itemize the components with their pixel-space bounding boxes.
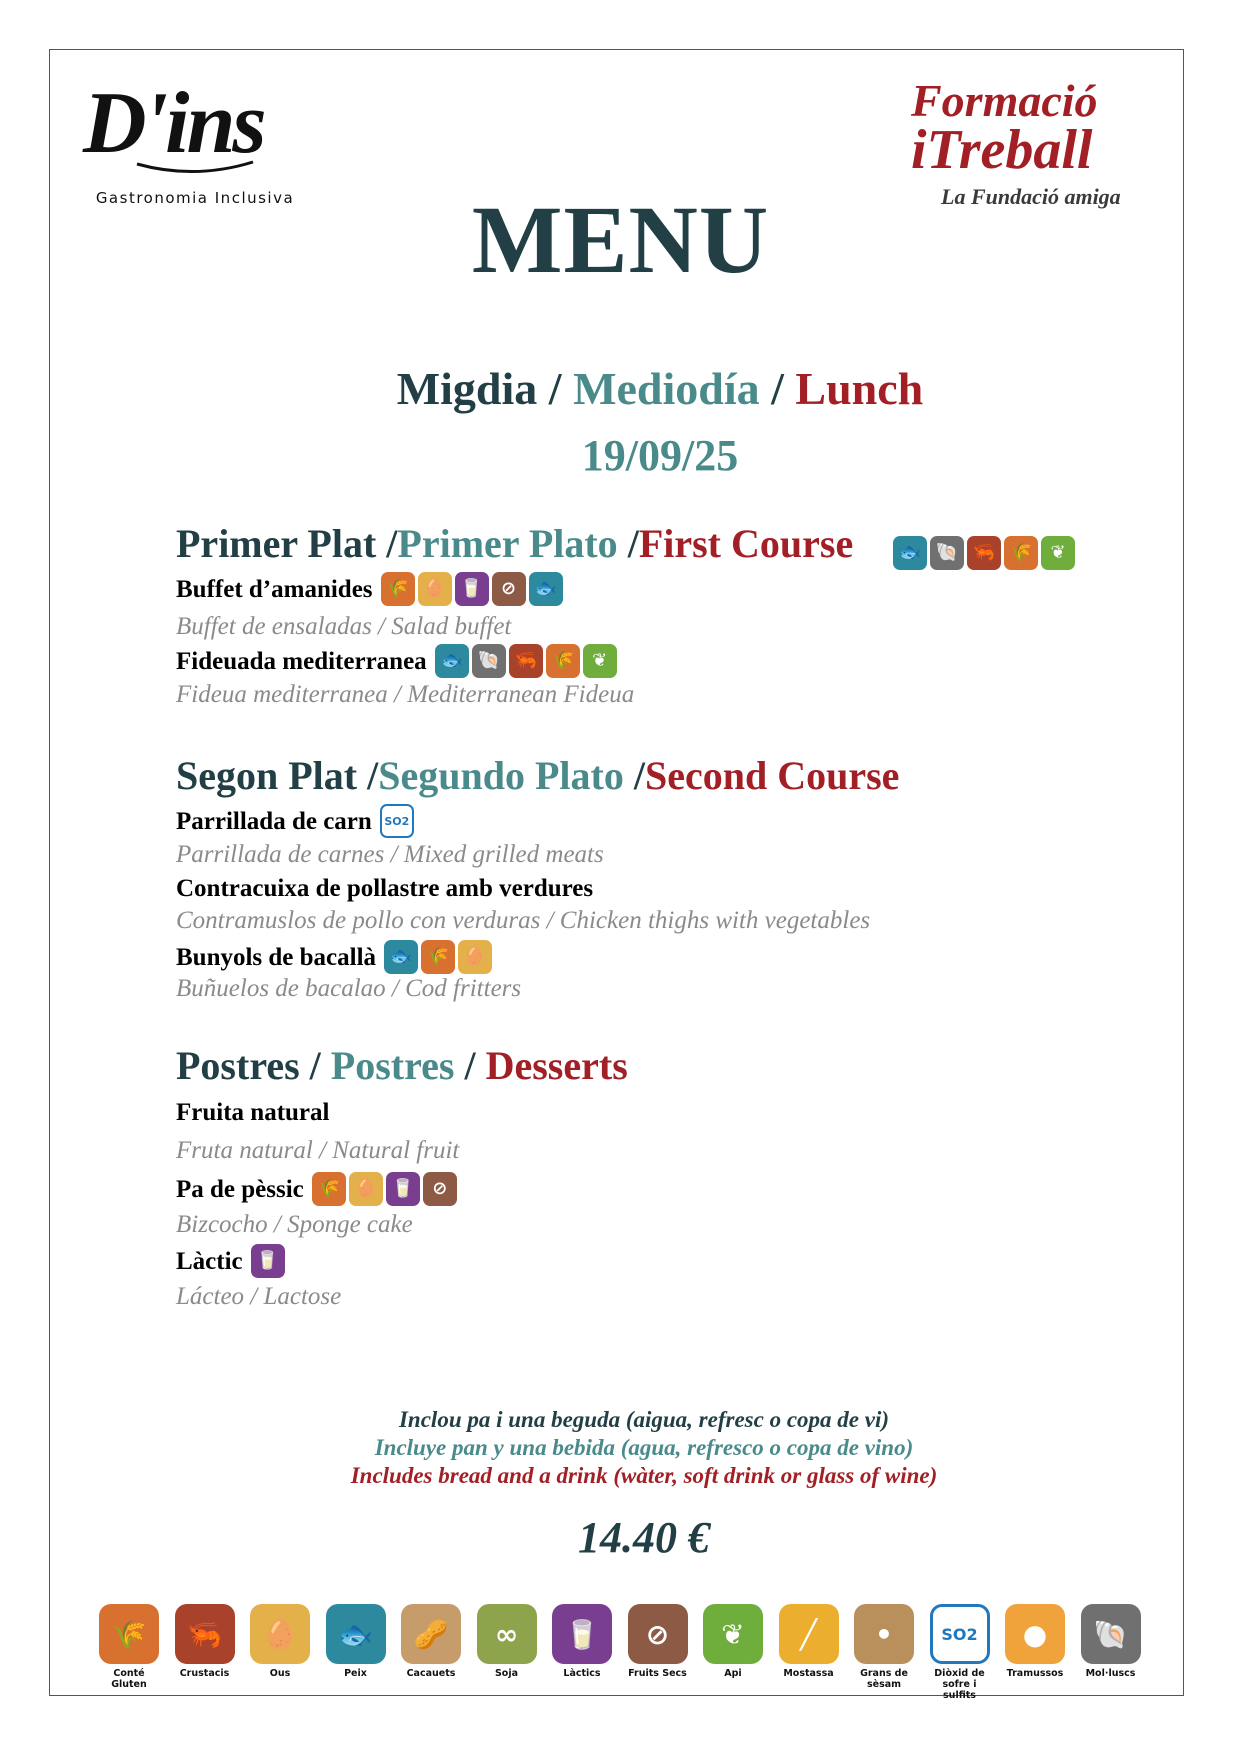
legend-item-fruits [628,1604,688,1701]
heading-ca: Postres [176,1043,300,1088]
dish-row [176,1100,337,1125]
legend-label: Làctics [563,1668,601,1679]
so2-icon: SO2 [380,804,414,838]
legend-item-tramussos [1005,1604,1065,1701]
legend-item-cacauets [401,1604,461,1701]
fruits-icon: ⊘ [628,1604,688,1664]
section-heading-second-course [176,753,900,798]
ous-icon: 🥚 [349,1172,383,1206]
dish-row [176,804,414,838]
api-icon: ❦ [703,1604,763,1664]
peix-icon: 🐟 [384,940,418,974]
heading-ca: Primer Plat [176,521,377,566]
legend-label: Crustacis [179,1668,230,1679]
fit-logo-line2: iTreball [911,119,1093,181]
molluscs-icon: 🐚 [1081,1604,1141,1664]
dins-logo-subtitle: Gastronomia Inclusiva [95,189,295,207]
legend-label: Tramussos [1006,1668,1064,1679]
legend-item-peix [326,1604,386,1701]
mostassa-icon: ╱ [779,1604,839,1664]
legend-label: Ous [269,1668,291,1679]
legend-item-sesam [854,1604,914,1701]
heading-sep: / [454,1043,486,1088]
footer-includes-es: Incluye pan y una bebida (agua, refresco o copa de vino) [374,1435,914,1460]
legend-item-so2 [930,1604,990,1701]
fit-logo-line1: Formació [911,75,1098,126]
ous-icon: 🥚 [250,1604,310,1664]
legend-label: Cacauets [406,1668,456,1679]
dish-translation: Buñuelos de bacalao / Cod fritters [176,975,522,1002]
gluten-icon: 🌾 [1004,536,1038,570]
peix-icon: 🐟 [326,1604,386,1664]
gluten-icon: 🌾 [99,1604,159,1664]
dish-row [176,940,492,974]
dish-row [176,572,563,606]
meal-es: Mediodía [573,363,760,414]
dish-allergen-icons [312,1172,457,1206]
heading-sep: / [623,753,645,798]
dins-logo-swoosh [135,158,255,178]
lactics-icon: 🥛 [455,572,489,606]
heading-es: Primer Plato [397,521,618,566]
dish-translation: Bizcocho / Sponge cake [176,1211,413,1238]
heading-sep: / [357,753,379,798]
dish-translation: Lácteo / Lactose [176,1283,342,1310]
dish-name: Pa de pèssic [176,1175,304,1203]
heading-es: Postres [330,1043,455,1088]
molluscs-icon: 🐚 [472,644,506,678]
api-icon: ❦ [583,644,617,678]
heading-en: Desserts [485,1043,628,1088]
fruits-icon: ⊘ [423,1172,457,1206]
cacauets-icon: 🥜 [401,1604,461,1664]
allergen-legend [99,1604,1141,1701]
dish-name: Parrillada de carn [176,807,372,835]
meal-ca: Migdia [396,363,538,414]
heading-sep: / [376,521,398,566]
legend-label: Fruits Secs [628,1668,687,1679]
legend-label: Api [724,1668,742,1679]
legend-item-gluten [99,1604,159,1701]
legend-label: Soja [494,1668,519,1679]
dish-translation: Buffet de ensaladas / Salad buffet [176,613,512,640]
dish-allergen-icons [381,572,563,606]
lactics-icon: 🥛 [386,1172,420,1206]
legend-item-lactics [552,1604,612,1701]
menu-date: 19/09/25 [581,431,739,480]
dish-row [176,1244,285,1278]
meal-sep: / [759,363,796,414]
heading-ca: Segon Plat [176,753,358,798]
legend-item-molluscs [1081,1604,1141,1701]
dish-translation: Fideua mediterranea / Mediterranean Fideua [176,681,635,708]
dish-translation: Fruta natural / Natural fruit [176,1137,460,1164]
ous-icon: 🥚 [418,572,452,606]
dish-row [176,644,617,678]
dish-name: Bunyols de bacallà [176,943,377,971]
dish-name: Làctic [176,1247,243,1275]
dish-row [176,876,601,901]
legend-item-api [703,1604,763,1701]
dish-name: Fruita natural [176,1099,330,1126]
heading-en: Second Course [644,753,900,798]
heading-es: Segundo Plato [378,753,624,798]
menu-price: 14.40 € [578,1513,710,1562]
fit-logo-line3: La Fundació amiga [941,184,1121,209]
sesam-icon: • [854,1604,914,1664]
footer-includes-en: Includes bread and a drink (wàter, soft drink or glass of wine) [350,1463,938,1488]
legend-item-soja [477,1604,537,1701]
section-icons-first-course [893,536,1075,570]
legend-label: Grans de sèsam [860,1668,908,1690]
molluscs-icon: 🐚 [930,536,964,570]
crustacis-icon: 🦐 [509,644,543,678]
dish-translation: Contramuslos de pollo con verduras / Chicken thighs with vegetables [176,907,871,934]
dish-allergen-icons [251,1244,285,1278]
gluten-icon: 🌾 [381,572,415,606]
dish-name: Contracuixa de pollastre amb verdures [176,875,594,902]
heading-sep: / [299,1043,331,1088]
dish-row [176,1172,457,1206]
dish-translation: Parrillada de carnes / Mixed grilled meats [176,841,604,868]
footer-includes-ca: Inclou pa i una beguda (aigua, refresc o copa de vi) [398,1407,889,1432]
section-heading-desserts [176,1043,628,1088]
legend-item-ous [250,1604,310,1701]
legend-item-mostassa [779,1604,839,1701]
so2-icon: SO2 [930,1604,990,1664]
api-icon: ❦ [1041,536,1075,570]
legend-label: Conté Gluten [111,1668,147,1690]
gluten-icon: 🌾 [421,940,455,974]
meal-heading [0,363,1241,414]
legend-item-crustacis [175,1604,235,1701]
page-title: MENU [471,186,770,293]
heading-sep: / [617,521,639,566]
meal-sep: / [537,363,574,414]
crustacis-icon: 🦐 [175,1604,235,1664]
legend-label: Peix [344,1668,367,1679]
dish-allergen-icons [380,804,414,838]
peix-icon: 🐟 [435,644,469,678]
dish-name: Buffet d’amanides [176,575,373,603]
tramussos-icon: ● [1005,1604,1065,1664]
legend-label: Mostassa [783,1668,834,1679]
soja-icon: ∞ [477,1604,537,1664]
peix-icon: 🐟 [893,536,927,570]
heading-en: First Course [638,521,854,566]
dish-name: Fideuada mediterranea [176,647,427,675]
ous-icon: 🥚 [458,940,492,974]
fruits-icon: ⊘ [492,572,526,606]
dins-logo-wordmark: D'ins [83,75,264,172]
gluten-icon: 🌾 [312,1172,346,1206]
legend-label: Diòxid de sofre i sulfits [934,1668,985,1701]
dish-allergen-icons [384,940,492,974]
peix-icon: 🐟 [529,572,563,606]
dish-allergen-icons [435,644,617,678]
gluten-icon: 🌾 [546,644,580,678]
crustacis-icon: 🦐 [967,536,1001,570]
legend-label: Mol·luscs [1085,1668,1136,1679]
section-heading-first-course [176,521,854,566]
lactics-icon: 🥛 [251,1244,285,1278]
meal-en: Lunch [795,363,924,414]
lactics-icon: 🥛 [552,1604,612,1664]
